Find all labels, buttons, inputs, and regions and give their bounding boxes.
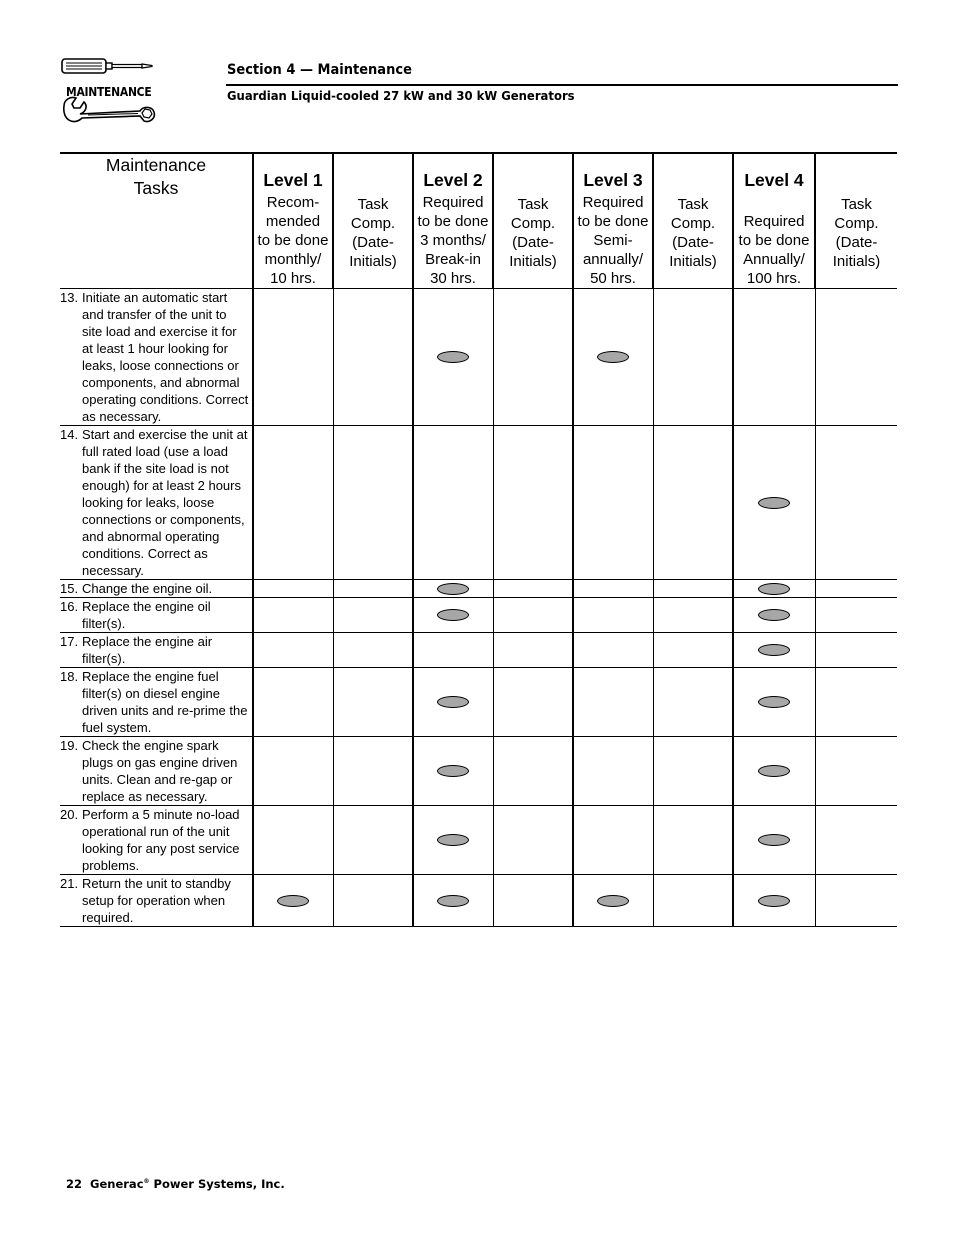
table-row	[60, 426, 897, 580]
task-cell	[60, 633, 253, 668]
required-oval-icon	[437, 895, 469, 907]
level-2-cell	[413, 289, 493, 426]
level-4-cell	[733, 737, 815, 806]
task-comp-cell[interactable]	[815, 806, 897, 875]
tasks-column-header	[60, 153, 253, 289]
level-1-cell	[253, 633, 333, 668]
task-comp-cell[interactable]	[333, 289, 413, 426]
level-1-cell	[253, 580, 333, 598]
level-1-cell	[253, 737, 333, 806]
table-row	[60, 598, 897, 633]
task-comp-line: (Date-	[352, 234, 394, 251]
required-oval-icon	[758, 834, 790, 846]
table-row	[60, 806, 897, 875]
required-oval-icon	[437, 696, 469, 708]
required-oval-icon	[758, 765, 790, 777]
task-text: Replace the engine fuel filter(s) on diesel engine driven units and re-prime the fuel system.	[82, 669, 248, 735]
level-2-cell	[413, 598, 493, 633]
table-row	[60, 633, 897, 668]
task-comp-cell[interactable]	[493, 875, 573, 927]
task-comp-cell[interactable]	[653, 426, 733, 580]
level-title: Level 3	[583, 170, 643, 190]
level-desc: monthly/	[264, 251, 322, 268]
task-number: 17.	[60, 634, 79, 649]
footer-company-suffix: Power Systems, Inc.	[153, 1177, 285, 1191]
level-1-cell	[253, 598, 333, 633]
table-row	[60, 668, 897, 737]
required-oval-icon	[758, 583, 790, 595]
task-comp-cell[interactable]	[815, 289, 897, 426]
task-comp-cell[interactable]	[493, 598, 573, 633]
level-2-cell	[413, 633, 493, 668]
required-oval-icon	[597, 895, 629, 907]
level-desc: 50 hrs.	[590, 270, 636, 287]
level-3-cell	[573, 426, 653, 580]
level-4-cell	[733, 598, 815, 633]
task-comp-cell[interactable]	[333, 633, 413, 668]
required-oval-icon	[437, 765, 469, 777]
task-comp-cell[interactable]	[333, 426, 413, 580]
task-comp-cell[interactable]	[653, 668, 733, 737]
task-text: Replace the engine oil filter(s).	[82, 599, 211, 631]
level-2-cell	[413, 806, 493, 875]
task-comp-line: Task	[357, 196, 389, 213]
level-desc: mended	[265, 213, 321, 230]
level-3-cell	[573, 806, 653, 875]
level-2-cell	[413, 426, 493, 580]
required-oval-icon	[758, 497, 790, 509]
level-desc	[734, 193, 814, 212]
task-comp-cell[interactable]	[815, 633, 897, 668]
task-comp-line: (Date-	[512, 234, 554, 251]
task-number: 19.	[60, 738, 79, 753]
task-text: Initiate an automatic start and transfer of the unit to site load and exercise it for at least 1 hour looking for leaks, loose connections or components, and abnormal operating conditions. Correct as necessary.	[82, 290, 249, 424]
task-comp-cell[interactable]	[493, 426, 573, 580]
level-1-header	[253, 153, 333, 289]
task-number: 15.	[60, 581, 79, 596]
level-3-cell	[573, 598, 653, 633]
task-comp-header	[333, 153, 413, 289]
task-number: 13.	[60, 290, 79, 305]
task-cell	[60, 598, 253, 633]
task-comp-cell[interactable]	[653, 875, 733, 927]
header-rule	[226, 84, 898, 86]
table-header-row	[60, 153, 897, 289]
task-comp-line: Comp.	[350, 215, 396, 232]
footer-company: Generac	[90, 1177, 144, 1191]
level-4-cell	[733, 289, 815, 426]
task-comp-line: Initials)	[832, 253, 881, 270]
level-desc: Semi-	[593, 232, 633, 249]
level-desc: Required	[743, 213, 805, 230]
task-cell	[60, 426, 253, 580]
table-row	[60, 580, 897, 598]
level-desc: 100 hrs.	[746, 270, 802, 287]
tasks-header-line: Maintenance	[105, 155, 207, 175]
tasks-header-line: Tasks	[133, 178, 179, 198]
logo-label: MAINTENANCE	[66, 84, 152, 99]
task-comp-cell[interactable]	[493, 668, 573, 737]
task-comp-header	[653, 153, 733, 289]
required-oval-icon	[437, 834, 469, 846]
task-text: Return the unit to standby setup for operation when required.	[82, 876, 231, 925]
level-3-cell	[573, 580, 653, 598]
task-comp-header	[493, 153, 573, 289]
task-comp-cell[interactable]	[653, 289, 733, 426]
level-3-cell	[573, 289, 653, 426]
required-oval-icon	[758, 644, 790, 656]
task-text: Start and exercise the unit at full rated load (use a load bank if the site load is not enough) for at least 2 hours looking for leaks, loose connections or components, and abnormal operating conditions. Correct as necessary.	[82, 427, 248, 578]
task-number: 20.	[60, 807, 79, 822]
task-comp-cell[interactable]	[653, 633, 733, 668]
level-4-cell	[733, 633, 815, 668]
task-comp-cell[interactable]	[653, 737, 733, 806]
task-comp-line: Initials)	[349, 253, 397, 270]
task-comp-line: Task	[841, 196, 872, 213]
required-oval-icon	[437, 583, 469, 595]
task-cell	[60, 289, 253, 426]
level-desc: to be done	[417, 213, 489, 230]
level-title: Level 1	[263, 170, 323, 190]
level-desc: 10 hrs.	[270, 270, 316, 287]
task-comp-cell[interactable]	[333, 668, 413, 737]
required-oval-icon	[437, 351, 469, 363]
task-cell	[60, 806, 253, 875]
level-1-cell	[253, 875, 333, 927]
task-comp-cell[interactable]	[815, 737, 897, 806]
task-comp-cell[interactable]	[333, 580, 413, 598]
maintenance-table	[60, 152, 897, 927]
task-comp-cell[interactable]	[493, 737, 573, 806]
task-comp-cell[interactable]	[653, 580, 733, 598]
table-row	[60, 289, 897, 426]
task-comp-cell[interactable]	[333, 875, 413, 927]
level-3-cell	[573, 737, 653, 806]
page-number: 22	[66, 1177, 83, 1191]
task-comp-line: Comp.	[834, 215, 879, 232]
required-oval-icon	[277, 895, 309, 907]
section-title: Section 4 — Maintenance	[227, 62, 412, 78]
level-desc: annually/	[582, 251, 644, 268]
level-1-cell	[253, 289, 333, 426]
task-comp-cell[interactable]	[333, 806, 413, 875]
level-3-header	[573, 153, 653, 289]
task-comp-cell[interactable]	[493, 633, 573, 668]
level-4-cell	[733, 668, 815, 737]
task-text: Perform a 5 minute no-load operational run of the unit looking for any post service problems.	[82, 807, 240, 873]
level-1-cell	[253, 426, 333, 580]
level-desc: to be done	[577, 213, 649, 230]
task-number: 16.	[60, 599, 79, 614]
task-comp-cell[interactable]	[493, 580, 573, 598]
level-4-cell	[733, 580, 815, 598]
task-cell	[60, 580, 253, 598]
level-desc: 30 hrs.	[430, 270, 476, 287]
required-oval-icon	[758, 895, 790, 907]
level-desc: Annually/	[743, 251, 805, 268]
task-comp-cell[interactable]	[493, 806, 573, 875]
level-desc: 3 months/	[420, 232, 486, 249]
task-text: Check the engine spark plugs on gas engine driven units. Clean and re-gap or replace as necessary.	[82, 738, 238, 804]
task-comp-line: Initials)	[509, 253, 557, 270]
level-desc: to be done	[257, 232, 329, 249]
level-1-cell	[253, 668, 333, 737]
table-row	[60, 875, 897, 927]
level-desc: Required	[422, 194, 484, 211]
task-comp-cell[interactable]	[493, 289, 573, 426]
task-comp-cell[interactable]	[333, 737, 413, 806]
level-4-header	[733, 153, 815, 289]
task-comp-cell[interactable]	[333, 598, 413, 633]
level-desc: Required	[582, 194, 644, 211]
task-comp-line: Comp.	[670, 215, 716, 232]
task-number: 18.	[60, 669, 79, 684]
level-3-cell	[573, 875, 653, 927]
required-oval-icon	[758, 696, 790, 708]
level-4-cell	[733, 806, 815, 875]
task-comp-line: Task	[677, 196, 709, 213]
required-oval-icon	[758, 609, 790, 621]
level-desc: Break-in	[425, 251, 481, 268]
level-4-cell	[733, 875, 815, 927]
level-desc: to be done	[738, 232, 810, 249]
level-3-cell	[573, 668, 653, 737]
task-number: 14.	[60, 427, 79, 442]
level-2-header	[413, 153, 493, 289]
task-comp-header	[815, 153, 897, 289]
document-subtitle: Guardian Liquid-cooled 27 kW and 30 kW Generators	[227, 88, 575, 103]
level-2-cell	[413, 737, 493, 806]
level-2-cell	[413, 668, 493, 737]
task-comp-line: (Date-	[672, 234, 714, 251]
task-comp-line: Initials)	[669, 253, 717, 270]
task-comp-cell[interactable]	[815, 875, 897, 927]
task-comp-cell[interactable]	[815, 426, 897, 580]
level-1-cell	[253, 806, 333, 875]
task-comp-cell[interactable]	[815, 580, 897, 598]
level-title: Level 2	[423, 170, 483, 190]
task-cell	[60, 668, 253, 737]
required-oval-icon	[597, 351, 629, 363]
task-comp-line: Comp.	[510, 215, 556, 232]
required-oval-icon	[437, 609, 469, 621]
level-title: Level 4	[744, 170, 804, 190]
registered-mark: ®	[143, 1178, 150, 1185]
task-comp-cell[interactable]	[653, 598, 733, 633]
task-cell	[60, 737, 253, 806]
task-comp-line: (Date-	[835, 234, 878, 251]
task-number: 21.	[60, 876, 79, 891]
level-2-cell	[413, 580, 493, 598]
task-comp-line: Task	[517, 196, 549, 213]
task-text: Change the engine oil.	[82, 581, 213, 596]
page-footer	[66, 1177, 285, 1191]
table-row	[60, 737, 897, 806]
task-text: Replace the engine air filter(s).	[82, 634, 213, 666]
level-2-cell	[413, 875, 493, 927]
task-cell	[60, 875, 253, 927]
level-4-cell	[733, 426, 815, 580]
task-comp-cell[interactable]	[815, 598, 897, 633]
level-desc: Recom-	[266, 194, 320, 211]
level-3-cell	[573, 633, 653, 668]
task-comp-cell[interactable]	[815, 668, 897, 737]
task-comp-cell[interactable]	[653, 806, 733, 875]
